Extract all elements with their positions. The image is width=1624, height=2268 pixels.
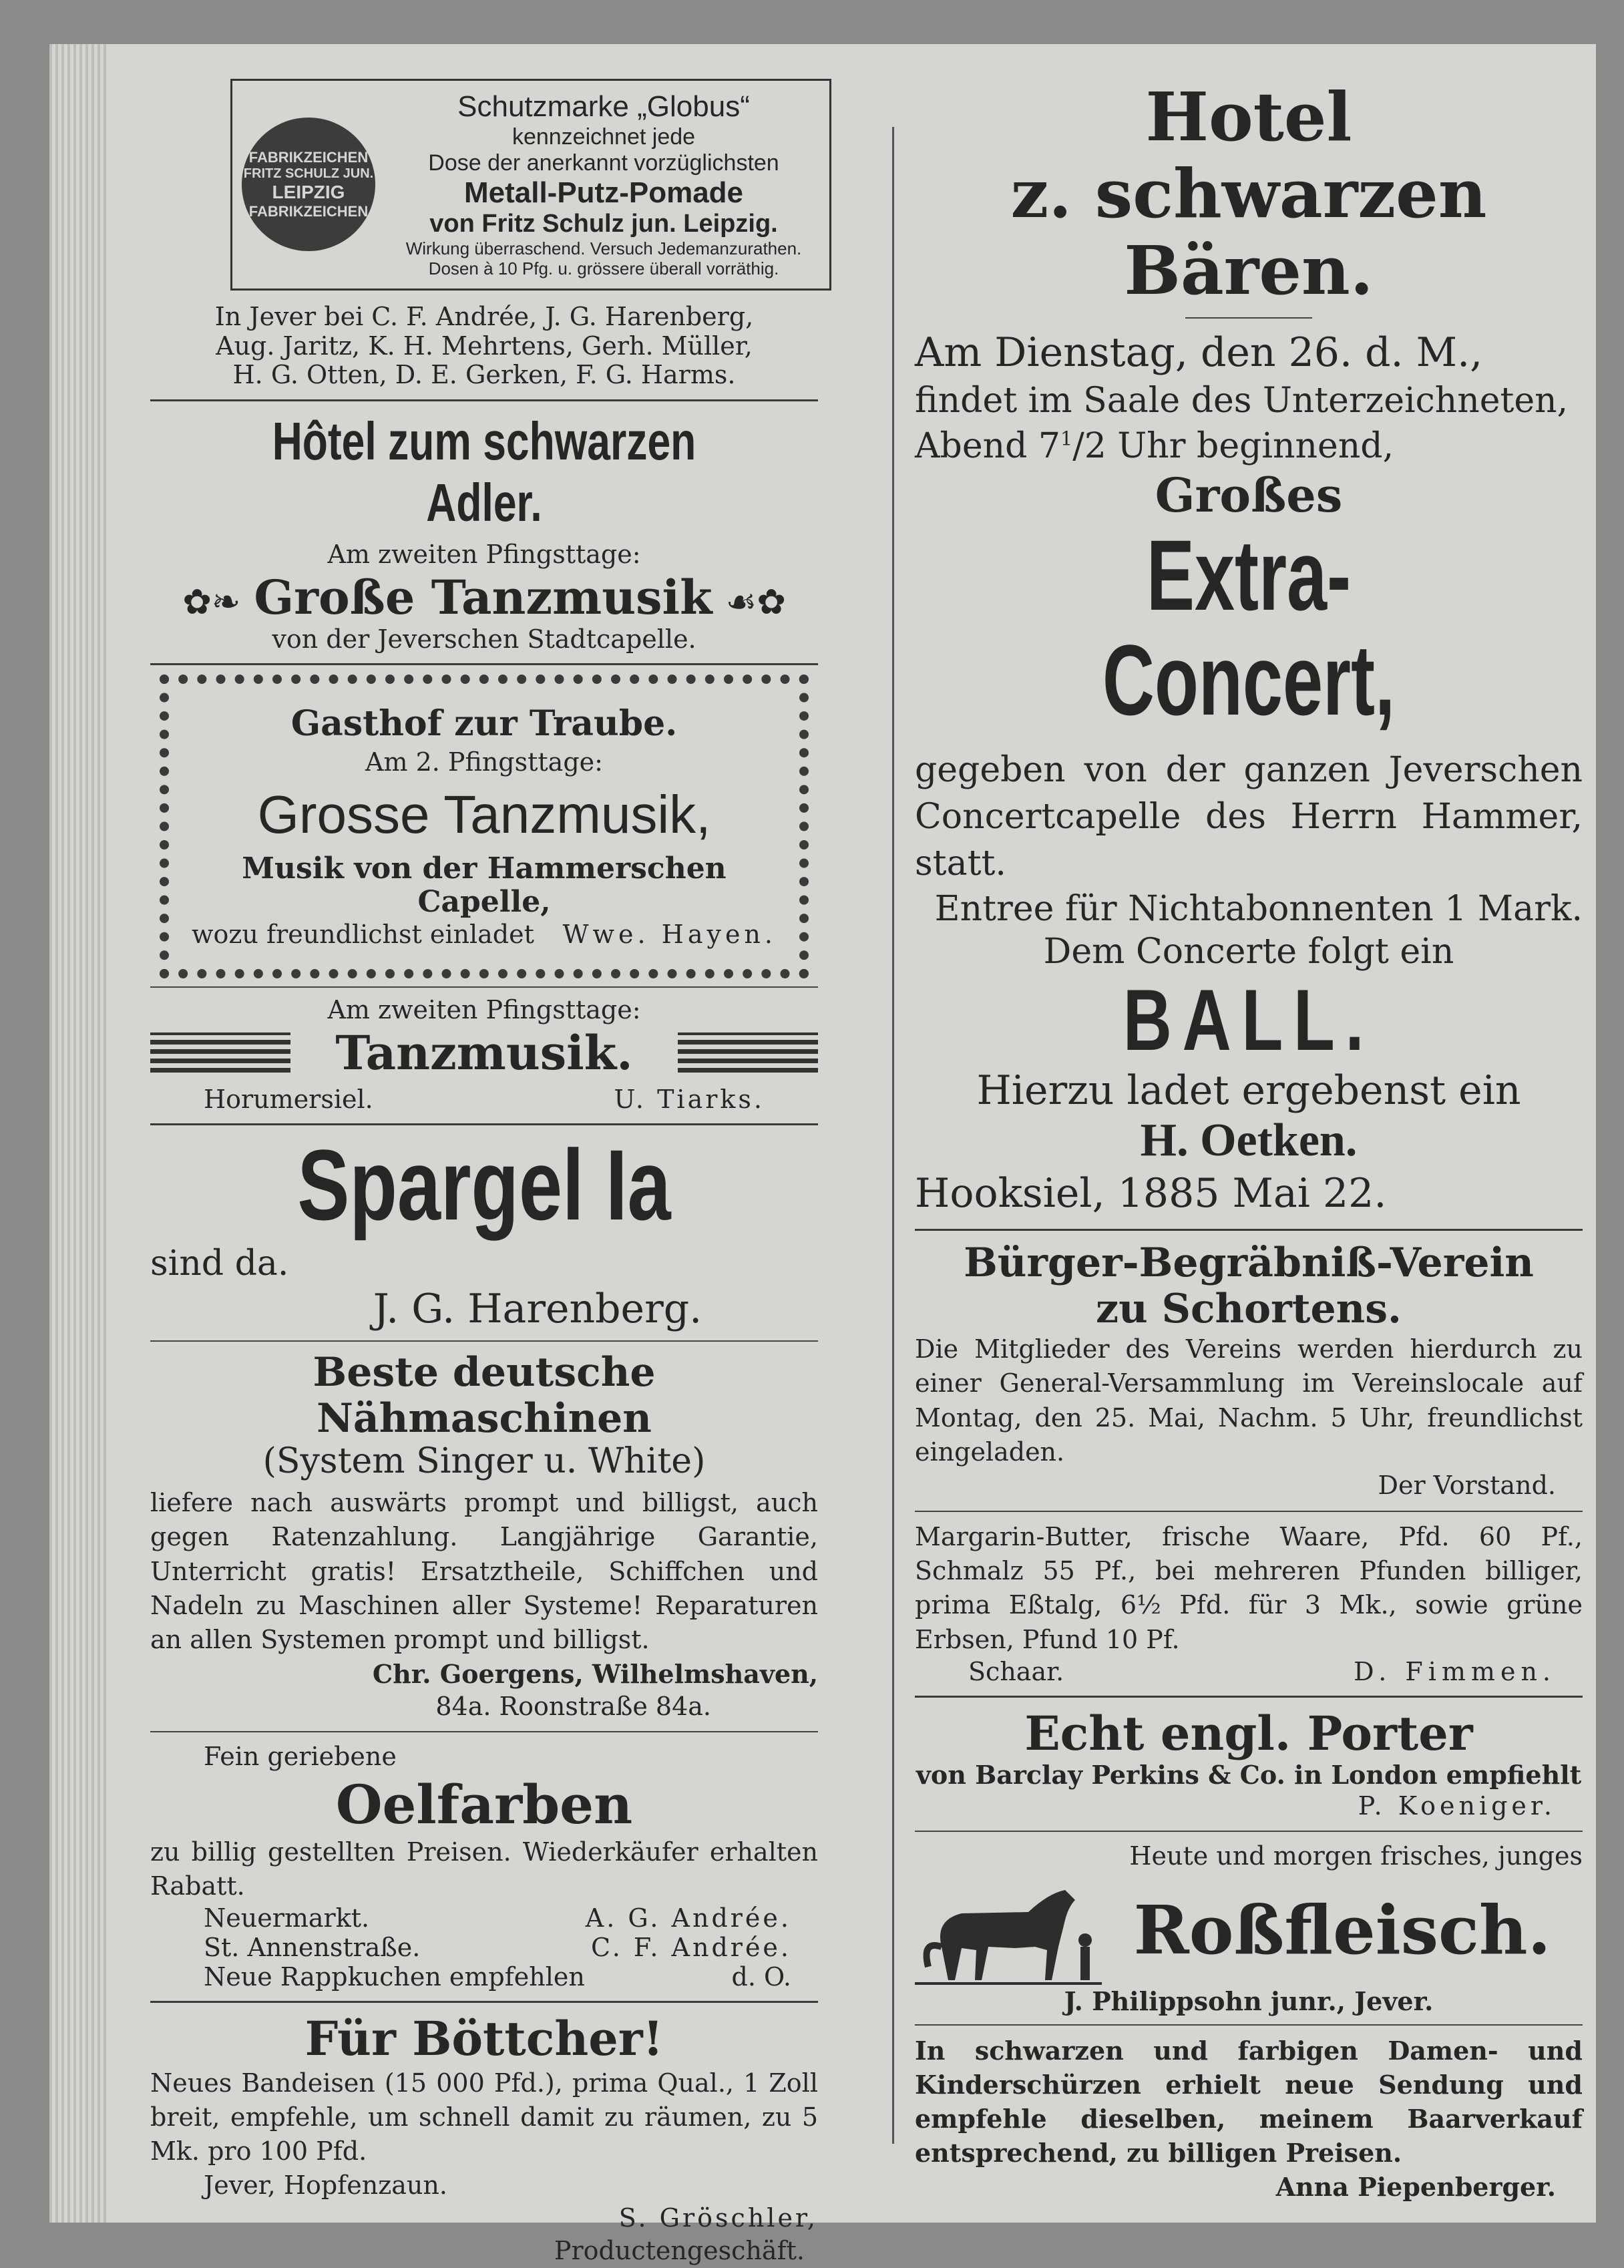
hotel-entree: Entree für Nichtabonnenten 1 Mark.	[934, 889, 1583, 930]
traube-date: Am 2. Pfingsttage:	[365, 747, 603, 777]
hotel-title-line2: z. schwarzen Bären.	[1010, 154, 1487, 310]
divider-rule	[150, 986, 818, 988]
hotel-time-rest: /2 Uhr beginnend,	[1072, 425, 1394, 466]
traube-invite: wozu freundlichst einladet	[192, 919, 534, 949]
ross-main: Roßfleisch.	[1133, 1890, 1551, 1969]
hotel-time	[915, 424, 1583, 469]
traube-sign: Wwe. Hayen.	[562, 919, 777, 949]
porter-title: Echt engl. Porter	[1024, 1705, 1473, 1761]
oelfarben-place: St. Annenstraße.	[204, 1933, 421, 1963]
divider-rule	[150, 1340, 818, 1342]
oelfarben-note: Neue Rappkuchen empfehlen	[204, 1962, 585, 1992]
schuerzen-body: In schwarzen und farbigen Damen- und Kinderschürzen erhielt neue Sendung und empfehle dieselben, meinem Baarverkauf entsprechend, zu billigen Preisen.	[915, 2035, 1583, 2168]
seal-text-bottom: FABRIKZEICHEN	[248, 202, 369, 220]
oelfarben-sign: A. G. Andrée.	[585, 1903, 791, 1933]
hotel-baeren-advert	[915, 79, 1583, 1219]
naehmaschinen-body: liefere nach auswärts prompt und billigst, auch gegen Ratenzahlung. Langjährige Garantie, Unterricht gratis! Ersatztheile, Schiffchen und Nadeln zu Maschinen aller Systeme! Reparaturen an allen Systemen prompt und billigst.	[150, 1488, 818, 1655]
naehmaschinen-title: Beste deutsche Nähmaschinen	[313, 1349, 656, 1443]
naehmaschinen-subtitle: (System Singer u. White)	[262, 1441, 706, 1482]
flourish-ornament-right: ☙✿	[725, 582, 786, 622]
divider-rule	[150, 1731, 818, 1732]
ross-sign: J. Philippsohn junr., Jever.	[1064, 1986, 1434, 2016]
margarin-sign: D. Fimmen.	[1354, 1656, 1556, 1686]
adler-advert	[150, 411, 818, 654]
column-divider	[892, 127, 894, 2144]
porter-line: von Barclay Perkins & Co. in London empfiehlt	[916, 1760, 1582, 1790]
adler-date: Am zweiten Pfingsttage:	[327, 539, 641, 569]
adler-band: von der Jeverschen Stadtcapelle.	[272, 624, 696, 654]
schuerzen-sign: Anna Piepenberger.	[1275, 2171, 1556, 2202]
schuerzen-advert	[915, 2034, 1583, 2204]
margarin-place: Schaar.	[968, 1656, 1064, 1686]
divider-rule	[915, 2024, 1583, 2026]
verein-sign: Der Vorstand.	[1378, 1471, 1556, 1501]
boettcher-place: Jever, Hopfenzaun.	[204, 2170, 447, 2200]
bars-ornament-right	[678, 1032, 818, 1073]
adler-main-row	[150, 570, 818, 625]
bars-ornament-left	[150, 1032, 290, 1073]
divider-rule	[915, 1831, 1583, 1832]
page-edge	[49, 44, 110, 2223]
horse-illustration	[915, 1873, 1102, 1987]
margarin-advert	[915, 1520, 1583, 1686]
divider-rule	[915, 1696, 1583, 1698]
verein-advert	[915, 1240, 1583, 1503]
hotel-ball: BALL.	[1123, 970, 1375, 1069]
traube-advert-frame	[160, 675, 809, 978]
seal-text-top: FABRIKZEICHEN	[248, 148, 369, 166]
traube-band: Musik von der Hammerschen Capelle,	[242, 851, 727, 920]
verein-title-line2: zu Schortens.	[1096, 1286, 1402, 1333]
ross-main-row	[915, 1873, 1583, 1987]
left-column	[150, 79, 818, 2268]
globus-seal-logo	[242, 118, 375, 251]
dealer-line: Aug. Jaritz, K. H. Mehrtens, Gerh. Müller,	[216, 331, 753, 361]
margarin-sign-row	[915, 1657, 1583, 1686]
oelfarben-sign: d. O.	[731, 1962, 791, 1992]
globus-line: Schutzmarke „Globus“	[457, 90, 750, 123]
hotel-venue: findet im Saale des Unterzeichneten,	[915, 381, 1569, 421]
divider-rule	[150, 663, 818, 665]
traube-sign-row	[192, 920, 777, 949]
divider-rule	[915, 1511, 1583, 1512]
boettcher-title: Für Böttcher!	[304, 2011, 664, 2067]
spargel-sub: sind da.	[150, 1243, 289, 1284]
hotel-body: gegeben von der ganzen Jeverschen Concertcapelle des Herrn Hammer, statt.	[915, 749, 1583, 884]
divider-rule	[150, 399, 818, 401]
traube-main: Grosse Tanzmusik,	[257, 784, 711, 844]
porter-advert	[915, 1707, 1583, 1823]
dealer-line: H. G. Otten, D. E. Gerken, F. G. Harms.	[232, 360, 736, 390]
globus-line: Wirkung überraschend. Versuch Jedemanzurathen.	[405, 238, 802, 259]
oelfarben-row	[150, 1903, 818, 1933]
globus-line: von Fritz Schulz jun. Leipzig.	[429, 210, 778, 238]
boettcher-body: Neues Bandeisen (15 000 Pfd.), prima Qual., 1 Zoll breit, empfehle, um schnell damit zu räumen, zu 5 Mk. pro 100 Pfd.	[150, 2068, 818, 2166]
hotel-date: Am Dienstag, den 26. d. M.,	[915, 329, 1483, 376]
globus-line: kennzeichnet jede	[512, 124, 696, 150]
globus-line: Dosen à 10 Pfg. u. grössere überall vorräthig.	[428, 258, 779, 278]
boettcher-business: Productengeschäft.	[554, 2236, 805, 2266]
hotel-grosses: Großes	[1155, 467, 1343, 524]
globus-product-name: Metall-Putz-Pomade	[463, 176, 744, 209]
naehmaschinen-sign: Chr. Goergens, Wilhelmshaven,	[372, 1658, 818, 1689]
oelfarben-body: zu billig gestellten Preisen. Wiederkäufer erhalten Rabatt.	[150, 1837, 818, 1901]
hotel-folgt: Dem Concerte folgt ein	[1043, 931, 1454, 972]
spargel-main: Spargel Ia	[297, 1128, 671, 1241]
oelfarben-line: Fein geriebene	[204, 1742, 397, 1772]
seal-text-name: FRITZ SCHULZ JUN.	[243, 166, 374, 181]
oelfarben-advert	[150, 1740, 818, 1992]
hotel-place-date: Hooksiel, 1885 Mai 22.	[915, 1170, 1387, 1217]
divider-rule	[150, 2001, 818, 2003]
short-rule	[1185, 317, 1312, 319]
seal-text-city: LEIPZIG	[272, 181, 345, 202]
verein-body: Die Mitglieder des Vereins werden hierdurch zu einer General-Versammlung im Vereinslocale auf Montag, den 25. Mai, Nachm. 5 Uhr, freundlichst eingeladen.	[915, 1334, 1583, 1467]
hotel-time-text: Abend 7	[915, 425, 1061, 466]
boettcher-sign: S. Gröschler,	[618, 2203, 818, 2233]
spargel-sign: J. G. Harenberg.	[373, 1286, 702, 1333]
hotel-invite: Hierzu ladet ergebenst ein	[976, 1067, 1521, 1114]
globus-advert	[230, 79, 831, 291]
horumer-date: Am zweiten Pfingsttage:	[327, 994, 641, 1024]
divider-rule	[915, 1229, 1583, 1231]
naehmaschinen-advert	[150, 1350, 818, 1723]
porter-sign: P. Koeniger.	[1358, 1791, 1556, 1821]
traube-title: Gasthof zur Traube.	[290, 703, 678, 745]
oelfarben-sign: C. F. Andrée.	[591, 1933, 791, 1963]
hotel-title: Hotel	[1145, 77, 1352, 156]
right-column	[915, 79, 1583, 2203]
adler-title: Hôtel zum schwarzen Adler.	[272, 411, 696, 532]
naehmaschinen-address: 84a. Roonstraße 84a.	[435, 1691, 711, 1721]
oelfarben-row	[150, 1962, 818, 1992]
adler-main: Große Tanzmusik	[254, 569, 713, 625]
flourish-ornament-left: ✿❧	[182, 582, 241, 622]
hotel-main: Extra-Concert,	[1102, 518, 1396, 737]
oelfarben-place: Neuermarkt.	[204, 1903, 370, 1933]
verein-title: Bürger-Begräbniß-Verein	[964, 1240, 1534, 1287]
oelfarben-main: Oelfarben	[335, 1772, 633, 1836]
dealer-line: In Jever bei C. F. Andrée, J. G. Harenberg,	[214, 301, 754, 331]
margarin-body: Margarin-Butter, frische Waare, Pfd. 60 Pf., Schmalz 55 Pf., bei mehreren Pfunden billiger, prima Eßtalg, 6½ Pfd. für 3 Mk., sowie grüne Erbsen, Pfund 10 Pf.	[915, 1521, 1583, 1654]
horumer-main: Tanzmusik.	[335, 1024, 633, 1081]
hotel-sign: H. Oetken.	[1140, 1114, 1358, 1166]
ross-advert	[915, 1840, 1583, 2016]
globus-text	[387, 90, 820, 279]
oelfarben-row	[150, 1933, 818, 1962]
ross-line: Heute und morgen frisches, junges	[1129, 1841, 1583, 1871]
globus-line: Dose der anerkannt vorzüglichsten	[428, 150, 779, 176]
dealers-list	[150, 303, 818, 390]
hotel-time-fraction: 1	[1060, 427, 1073, 450]
horumer-sign: U. Tiarks.	[614, 1084, 765, 1114]
spargel-advert	[150, 1128, 818, 1333]
boettcher-advert	[150, 2012, 818, 2268]
divider-rule	[150, 1123, 818, 1125]
horumer-sign-row	[150, 1085, 818, 1114]
horumer-main-row	[150, 1025, 818, 1081]
horumer-place: Horumersiel.	[204, 1084, 373, 1114]
horumer-advert	[150, 996, 818, 1114]
